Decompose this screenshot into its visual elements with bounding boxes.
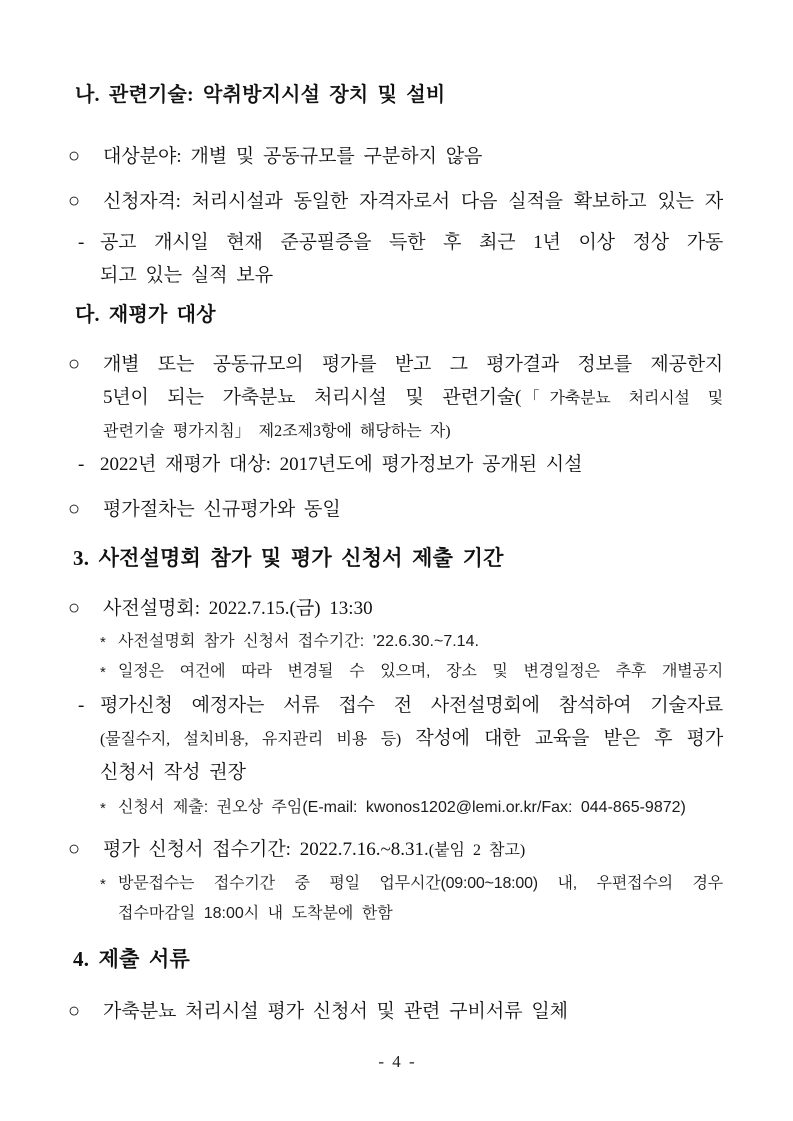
- dash-item-briefing-recommendation: [68, 689, 723, 789]
- item-text-line3: 신청서 작성 권장: [100, 762, 246, 783]
- note-text-line2: 접수마감일 18:00시 내 도착분에 한함: [118, 905, 393, 922]
- note-text: 일정은 여건에 따라 변경될 수 있으며, 장소 및 변경일정은 추후 개별공지: [118, 663, 723, 680]
- page-number: - 4 -: [378, 1052, 415, 1071]
- note-visit-reception: [68, 869, 723, 929]
- note-briefing-period: [68, 627, 723, 657]
- dash-item-2022-target: [68, 448, 723, 481]
- bullet-item-target-field: [68, 140, 723, 173]
- note-text: 신청서 제출: 권오상 주임(E-mail: kwonos1202@lemi.or.kr/Fax: 044-865-9872): [118, 799, 686, 816]
- item-text: 가축분뇨 처리시설 평가 신청서 및 관련 구비서류 일체: [103, 1001, 569, 1022]
- asterisk-icon: *: [100, 634, 106, 651]
- item-text-line2: 되고 있는 실적 보유: [100, 265, 274, 286]
- asterisk-icon: *: [100, 664, 106, 681]
- item-text: 평가절차는 신규평가와 동일: [103, 499, 341, 520]
- item-text: 대상분야: 개별 및 공동규모를 구분하지 않음: [103, 146, 483, 167]
- note-text-line1: 방문접수는 접수기간 중 평일 업무시간(09:00~18:00) 내, 우편접수의 경우: [118, 875, 723, 892]
- circle-bullet-icon: ○: [68, 145, 81, 167]
- dash-bullet-icon: -: [78, 454, 85, 475]
- item-text-normal: 평가 신청서 접수기간: 2022.7.16.~8.31.: [103, 839, 429, 860]
- item-text-line3-small: 관련기술 평가지침」 제2조제3항에 해당하는 자): [103, 423, 451, 440]
- asterisk-icon: *: [100, 876, 106, 893]
- dash-bullet-icon: -: [78, 232, 85, 253]
- circle-bullet-icon: ○: [68, 190, 81, 212]
- heading-related-tech: 나. 관련기술: 악취방지시설 장치 및 설비: [75, 84, 446, 106]
- dash-bullet-icon: -: [78, 695, 85, 716]
- note-text: 사전설명회 참가 신청서 접수기간: ’22.6.30.~7.14.: [118, 633, 479, 650]
- bullet-item-reeval-target: [68, 348, 723, 448]
- item-text-line2-small: (물질수지, 설치비용, 유지관리 비용 등): [100, 731, 402, 748]
- item-text-line2-small: 「가축분뇨 처리시설 및: [521, 390, 723, 407]
- circle-bullet-icon: ○: [68, 597, 81, 619]
- circle-bullet-icon: ○: [68, 838, 81, 860]
- bullet-item-briefing: [68, 592, 723, 625]
- circle-bullet-icon: ○: [68, 1000, 81, 1022]
- item-text: 신청자격: 처리시설과 동일한 자격자로서 다음 실적을 확보하고 있는 자: [103, 191, 723, 212]
- item-text-line2: [100, 722, 723, 756]
- circle-bullet-icon: ○: [68, 353, 81, 375]
- bullet-item-procedure: [68, 493, 723, 526]
- item-text: 사전설명회: 2022.7.15.(금) 13:30: [103, 598, 373, 619]
- asterisk-icon: *: [100, 800, 106, 817]
- heading-section-3: 3. 사전설명회 참가 및 평가 신청서 제출 기간: [73, 546, 504, 570]
- item-text-small: (붙임 2 참고): [428, 842, 526, 859]
- bullet-item-application-period: [68, 833, 723, 867]
- note-schedule-change: [68, 657, 723, 687]
- heading-reevaluation: 다. 재평가 대상: [75, 304, 216, 326]
- item-text: 2022년 재평가 대상: 2017년도에 평가정보가 공개된 시설: [100, 454, 583, 475]
- bullet-item-qualification: [68, 185, 723, 218]
- heading-section-4: 4. 제출 서류: [73, 947, 190, 971]
- item-text-line1: 공고 개시일 현재 준공필증을 득한 후 최근 1년 이상 정상 가동: [100, 232, 723, 253]
- item-text-line1: 평가신청 예정자는 서류 접수 전 사전설명회에 참석하여 기술자료: [100, 695, 723, 716]
- bullet-item-required-documents: [68, 995, 723, 1028]
- item-text-line2: [103, 381, 723, 415]
- item-text: [103, 833, 723, 867]
- item-text-line2-normal: 5년이 되는 가축분뇨 처리시설 및 관련기술(: [103, 387, 522, 408]
- dash-item-track-record: [68, 226, 723, 292]
- circle-bullet-icon: ○: [68, 498, 81, 520]
- note-submit-contact: [68, 793, 723, 823]
- item-text-line1: 개별 또는 공동규모의 평가를 받고 그 평가결과 정보를 제공한지: [103, 354, 723, 375]
- item-text-line2-normal: 작성에 대한 교육을 받은 후 평가: [401, 728, 723, 749]
